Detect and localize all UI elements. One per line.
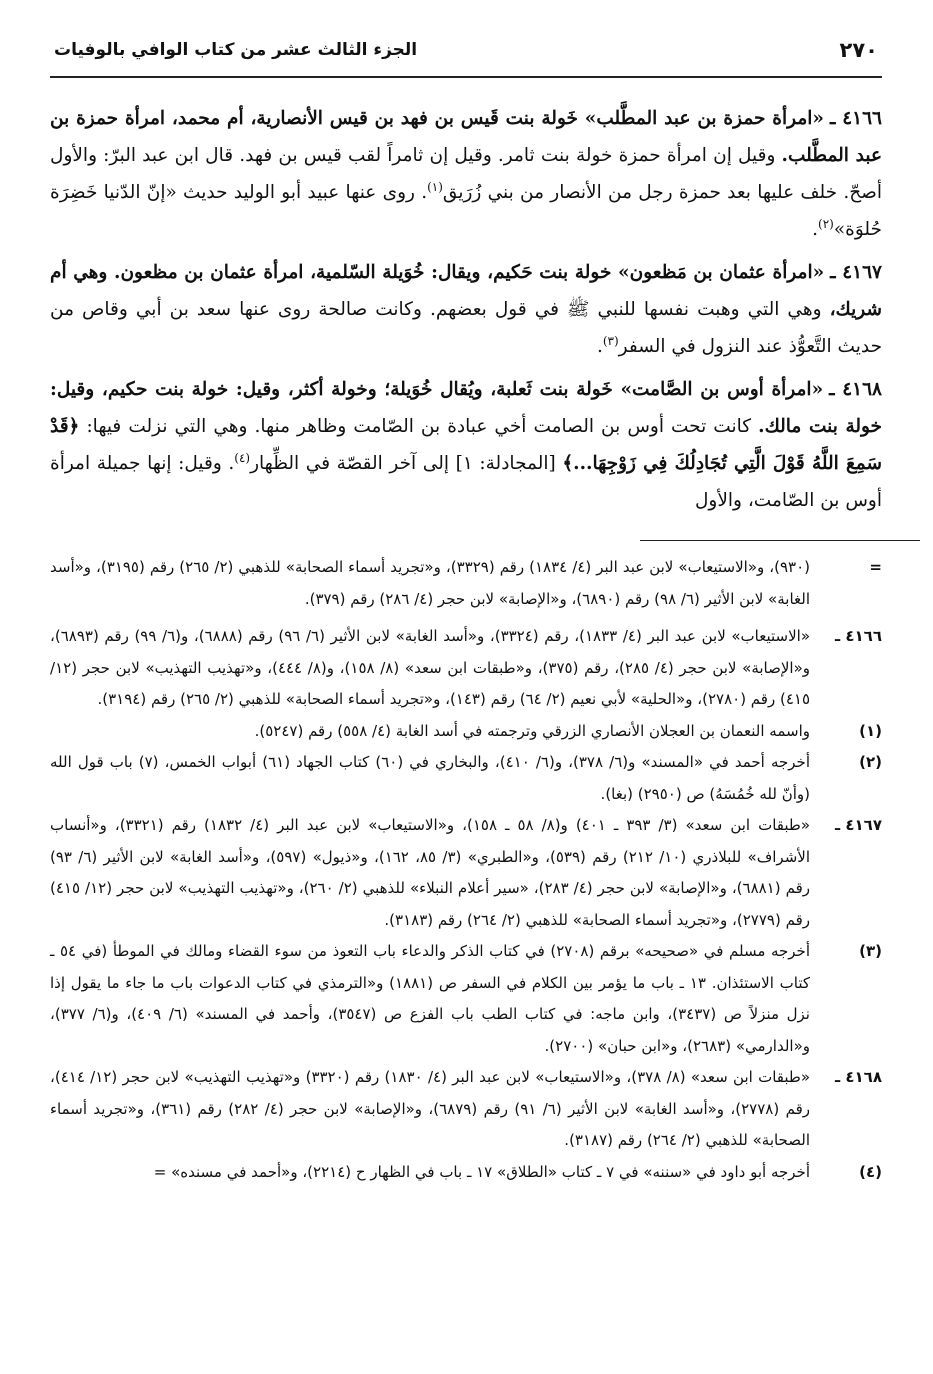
entry-text: . xyxy=(812,219,819,240)
entry-paragraph xyxy=(50,100,882,248)
page-number: ٢٧٠ xyxy=(839,38,878,62)
footnote-ref[interactable]: (١) xyxy=(427,179,443,194)
entry-paragraph xyxy=(50,371,882,519)
entry-4167 xyxy=(50,254,882,365)
footnote-marker: ٤١٦٦ ـ xyxy=(835,627,882,645)
entry-4166 xyxy=(50,100,882,248)
footnote-4166 xyxy=(50,621,882,716)
footnote-marker: = xyxy=(869,558,882,576)
footnote-2 xyxy=(50,747,882,810)
footnote-text: «طبقات ابن سعد» (٣/ ٣٩٣ ـ ٤٠١) و(٨/ ٥٨ ـ ١٥٨)، و«الاستيعاب» لابن عبد البر (٤/ ١٨٣٢) رقم (٣٣٢١)، و«أنساب الأشراف» للبلاذري (١٠/ ٢١٢) رقم (٥٣٩)، و«الطبري» (٣/ ٨٥، ١٦٢)، و«ذيول» (٥٩٧)، و«أسد الغابة» لابن الأثير (٦/ ٩٣) رقم (٦٨٨١)، و«الإصابة» لابن حجر (٤/ ٢٨٣)، «سير أعلام النبلاء» للذهبي (٢/ ٢٦٠)، و«تهذيب التهذيب» لابن حجر (١٢/ ٤١٥) رقم (٢٧٧٩)، و«تجريد أسماء الصحابة» للذهبي (٢/ ٢٦٤) رقم (٣١٨٣). xyxy=(50,816,811,929)
footnote-continuation xyxy=(50,552,882,615)
quran-quote: ﴿قَدْ سَمِعَ اللَّهُ قَوْلَ الَّتِي تُجَادِلُكَ فِي زَوْجِهَا...﴾ xyxy=(50,416,882,474)
entry-heading: «امرأة عثمان بن مَظعون» خولة بنت حَكيم، ويقال: خُوَيلة السّلمية، امرأة عثمان بن مظعون. وهي أم شريك، xyxy=(50,262,882,320)
entry-number: ٤١٦٦ ـ xyxy=(829,108,882,129)
entry-heading: «امرأة أوس بن الصَّامت» خَولة بنت ثَعلبة، ويُقال خُوَيلة؛ وخولة أكثر، وقيل: خولة بنت حكيم، وقيل: خولة بنت مالك. xyxy=(50,379,882,437)
footnote-4 xyxy=(50,1157,882,1189)
entry-number: ٤١٦٨ ـ xyxy=(829,379,882,400)
entry-text: . xyxy=(596,336,603,357)
footnote-marker: ٤١٦٨ ـ xyxy=(835,1068,882,1086)
footnote-text: أخرجه أحمد في «المسند» و(٦/ ٣٧٨)، و(٦/ ٤١٠)، والبخاري في (٦٠) كتاب الجهاد (٦١) أبواب الخمس، (٧) باب قول الله (وأنّ لله خُمُسَهُ) ص (٢٩٥٠) (بغا). xyxy=(50,753,810,803)
entry-text: [المجادلة: ١] إلى آخر القصّة في الظِّهار xyxy=(250,453,556,474)
entry-text: . روى عنها عبيد أبو الوليد حديث «إنّ الدّنيا خَضِرَة حُلوَة» xyxy=(50,182,882,240)
footnote-marker: (٤) xyxy=(859,1162,882,1181)
footnote-text: (٩٣٠)، و«الاستيعاب» لابن عبد البر (٤/ ١٨٣٤) رقم (٣٣٢٩)، و«تجريد أسماء الصحابة» للذهبي (٢/ ٢٦٥) رقم (٣١٩٥)، و«أسد الغابة» لابن الأثير (٦/ ٩٨) رقم (٦٨٩٠)، و«الإصابة» لابن حجر (٤/ ٢٨٦) رقم (٣٧٩). xyxy=(50,558,811,608)
footnote-ref[interactable]: (٣) xyxy=(602,333,619,348)
footnote-marker: ٤١٦٧ ـ xyxy=(835,816,882,834)
entry-number: ٤١٦٧ ـ xyxy=(830,262,882,283)
footnote-ref[interactable]: (٤) xyxy=(234,450,251,465)
entry-paragraph xyxy=(50,254,882,365)
footnote-text: أخرجه مسلم في «صحيحه» برقم (٢٧٠٨) في كتاب الذكر والدعاء باب التعوذ من سوء القضاء ومالك في الموطأ (في ٥٤ ـ كتاب الاستئذان. ١٣ ـ باب ما يؤمر بين الكلام في السفر ص (١٨٨١) و«الترمذي في كتاب الدعوات باب ما جاء ما يقول إذا نزل منزلاً ص (٣٤٣٧)، وابن ماجه: في كتاب الطب باب الفزع ص (٣٥٤٧)، وأحمد في المسند» (٦/ ٤٠٩)، و(٦/ ٣٧٧)، و«الدارمي» (٢٦٨٣)، و«ابن حبان» (٢٧٠٠). xyxy=(50,942,810,1055)
running-header xyxy=(50,36,882,78)
footnote-text: واسمه النعمان بن العجلان الأنصاري الزرقي وترجمته في أسد الغابة (٤/ ٥٥٨) رقم (٥٢٤٧). xyxy=(254,721,810,740)
entry-4168 xyxy=(50,371,882,519)
main-text xyxy=(50,100,882,525)
footnote-3 xyxy=(50,936,882,1062)
footnote-text: أخرجه أبو داود في «سننه» في ٧ ـ كتاب «الطلاق» ١٧ ـ باب في الظهار ح (٢٢١٤)، و«أحمد في مسنده» = xyxy=(153,1162,810,1181)
entry-text: وقيل إن امرأة حمزة خولة بنت ثامر. وقيل إن ثامراً لقب قيس بن فهد. قال ابن عبد البرّ: والأول أصحّ. خلف عليها بعد حمزة رجل من الأنصار من بني زُرَيق xyxy=(50,145,882,203)
footnote-4167 xyxy=(50,810,882,936)
footnotes xyxy=(50,552,882,1188)
entry-text: وهي التي وهبت نفسها للنبي ﷺ في قول بعضهم. وكانت صالحة روى عنها سعد بن أبي وقاص من حديث التَّعوُّذ عند النزول في السفر xyxy=(50,299,882,357)
footnote-text: «الاستيعاب» لابن عبد البر (٤/ ١٨٣٣)، رقم (٣٣٢٤)، و«أسد الغابة» لابن الأثير (٦/ ٩٦) رقم (٦٨٨٨)، و(٦/ ٩٩) رقم (٦٨٩٣)، و«الإصابة» لابن حجر (٤/ ٢٨٥)، رقم (٣٧٥)، و«طبقات ابن سعد» (٨/ ١٥٨)، و(٨/ ٤٤٤)، و«تهذيب التهذيب» لابن حجر (١٢/ ٤١٥) رقم (٢٧٨٠)، و«الحلية» لأبي نعيم (٢/ ٦٤) رقم (١٤٣)، و«تجريد أسماء الصحابة» للذهبي (٢/ ٢٦٥) رقم (٣١٩٤). xyxy=(50,627,811,708)
footnote-1 xyxy=(50,716,882,748)
entry-heading: «امرأة حمزة بن عبد المطَّلب» خَولة بنت قَيس بن فهد بن قيس الأنصارية، أم محمد، امرأة حمزة بن عبد المطَّلب. xyxy=(50,108,882,166)
entry-text: كانت تحت أوس بن الصامت أخي عبادة بن الصّامت وظاهر منها. وهي التي نزلت فيها: xyxy=(86,416,752,437)
footnote-marker: (١) xyxy=(859,721,882,740)
footnote-ref[interactable]: (٢) xyxy=(818,216,834,231)
book-title: الجزء الثالث عشر من كتاب الوافي بالوفيات xyxy=(54,40,418,60)
entry-text: . وقيل: إنها جميلة امرأة أوس بن الصّامت، والأول xyxy=(50,453,882,511)
footnote-divider xyxy=(640,540,920,541)
footnote-text: «طبقات ابن سعد» (٨/ ٣٧٨)، و«الاستيعاب» لابن عبد البر (٤/ ١٨٣٠) رقم (٣٣٢٠) و«تهذيب التهذيب» لابن حجر (١٢/ ٤١٤)، رقم (٢٧٧٨)، و«أسد الغابة» لابن الأثير (٦/ ٩١) رقم (٦٨٧٩)، و«الإصابة» لابن حجر (٤/ ٢٨٢) رقم (٣٦١)، و«تجريد أسماء الصحابة» للذهبي (٢/ ٢٦٤) رقم (٣١٨٧). xyxy=(50,1068,811,1149)
footnote-marker: (٢) xyxy=(859,753,882,771)
footnote-marker: (٣) xyxy=(859,942,882,960)
footnote-4168 xyxy=(50,1062,882,1157)
